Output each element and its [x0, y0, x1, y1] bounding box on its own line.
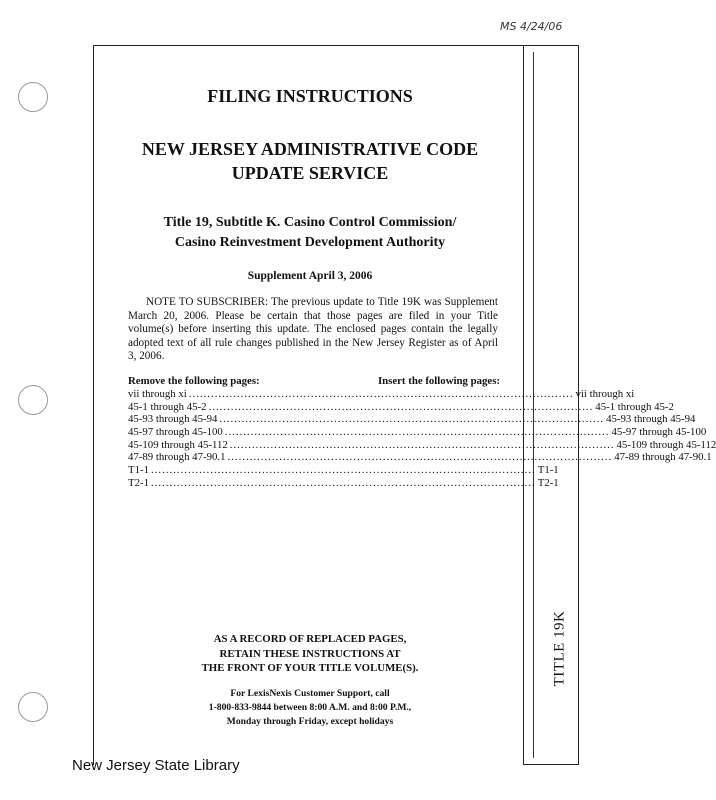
subtitle-line: Title 19, Subtitle K. Casino Control Commission/ — [163, 215, 457, 230]
service-title — [100, 137, 520, 185]
subtitle — [100, 213, 520, 253]
supplement-date: Supplement April 3, 2006 — [247, 270, 373, 282]
pages-table-header — [128, 375, 500, 388]
leader-dots: ........................................................................................................ — [151, 476, 536, 489]
retain-line: RETAIN THESE INSTRUCTIONS AT — [219, 647, 401, 660]
subtitle-line: Casino Reinvestment Development Authority — [174, 235, 446, 250]
page-row — [128, 413, 696, 426]
punch-hole-bottom — [18, 692, 48, 722]
leader-dots: ........................................................................................................ — [208, 400, 594, 413]
handwritten-note: MS 4/24/06 — [500, 20, 563, 33]
retain-line: THE FRONT OF YOUR TITLE VOLUME(S). — [201, 662, 419, 674]
insert-pages: 47-89 through 47-90.1 — [614, 451, 712, 464]
remove-pages: T1-1 — [128, 464, 149, 477]
insert-pages: 45-109 through 45-112 — [616, 438, 716, 451]
punch-hole-top — [18, 82, 48, 112]
page-row — [128, 464, 559, 477]
leader-dots: ........................................................................................................ — [151, 464, 536, 477]
leader-dots: ........................................................................................................ — [229, 438, 615, 451]
insert-pages: 45-97 through 45-100 — [611, 426, 707, 439]
leader-dots: ........................................................................................................ — [219, 413, 605, 426]
support-line: 1-800-833-9844 between 8:00 A.M. and 8:00 P.M., — [208, 702, 412, 713]
pages-table — [128, 375, 716, 490]
remove-pages: 47-89 through 47-90.1 — [128, 451, 226, 464]
subscriber-note: NOTE TO SUBSCRIBER: The previous update to Title 19K was Supplement March 20, 2006. Please be certain that those pages are filed in your Title volume(s) before inserting this update. The enclosed pages contain the legally adopted text of all rule changes published in the New Jersey Register as of April 3, 2006. — [128, 296, 498, 362]
page-row — [128, 388, 635, 401]
insert-pages: 45-1 through 45-2 — [595, 400, 674, 413]
document-title: FILING INSTRUCTIONS — [207, 86, 413, 106]
page-row — [128, 438, 716, 452]
leader-dots: ........................................................................................................ — [227, 451, 613, 464]
remove-pages: 45-93 through 45-94 — [128, 413, 218, 426]
title-tab-label: TITLE 19K — [551, 610, 568, 687]
insert-pages: 45-93 through 45-94 — [606, 413, 696, 426]
page-row — [128, 476, 559, 490]
insert-pages: vii through xi — [575, 388, 635, 400]
support-line: Monday through Friday, except holidays — [226, 716, 394, 727]
leader-dots: ........................................................................................................ — [188, 388, 574, 400]
remove-pages: 45-109 through 45-112 — [128, 438, 228, 451]
remove-pages: T2-1 — [128, 476, 149, 489]
page-row — [128, 400, 674, 414]
leader-dots: ........................................................................................................ — [224, 426, 610, 439]
page-row — [128, 426, 707, 439]
page-frame-top — [93, 45, 523, 46]
remove-header: Remove the following pages: — [128, 375, 260, 387]
insert-header: Insert the following pages: — [377, 375, 500, 387]
service-title-line: NEW JERSEY ADMINISTRATIVE CODE — [141, 139, 479, 159]
service-title-line: UPDATE SERVICE — [231, 163, 389, 183]
support-line: For LexisNexis Customer Support, call — [230, 688, 390, 699]
remove-pages: vii through xi — [128, 388, 187, 400]
customer-support — [100, 687, 520, 729]
page-frame-left — [93, 45, 94, 765]
remove-pages: 45-1 through 45-2 — [128, 400, 207, 413]
page-row — [128, 451, 712, 464]
punch-hole-middle — [18, 385, 48, 415]
remove-pages: 45-97 through 45-100 — [128, 426, 223, 439]
retain-line: AS A RECORD OF REPLACED PAGES, — [213, 633, 407, 645]
library-stamp: New Jersey State Library — [72, 757, 240, 774]
insert-pages: T1-1 — [537, 464, 559, 477]
insert-pages: T2-1 — [537, 476, 559, 489]
retain-notice — [100, 632, 520, 676]
